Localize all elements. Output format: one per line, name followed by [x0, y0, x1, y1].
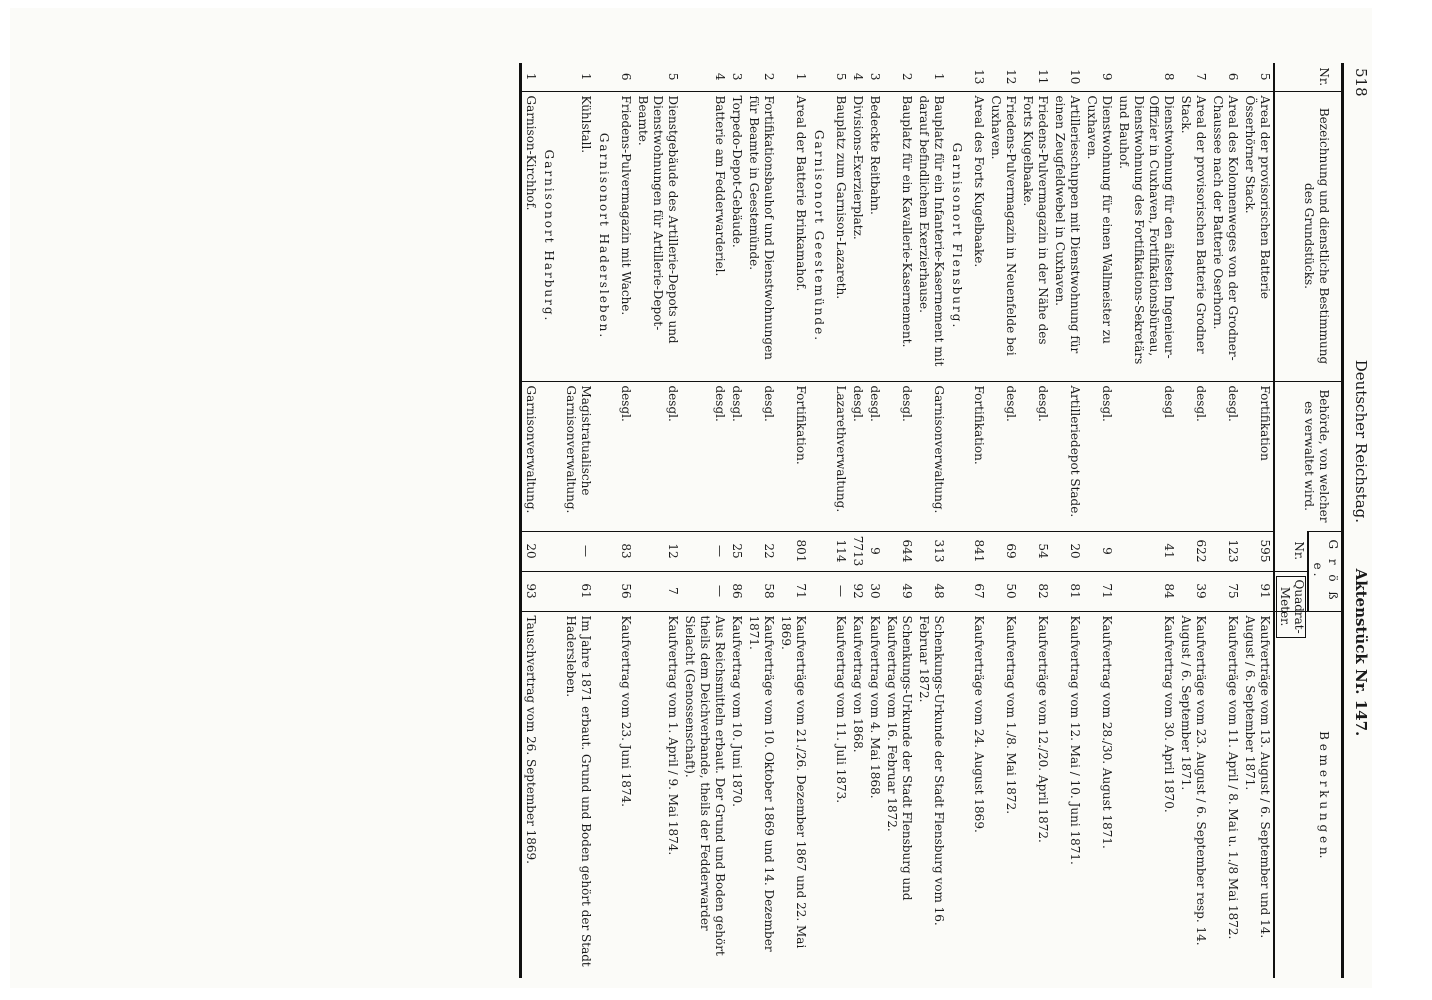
section-nr-cell [809, 63, 832, 91]
cell-remarks: Im Jahre 1871 erbaut. Grund und Boden gehört der Stadt Hadersleben. [562, 611, 594, 978]
table-row [1209, 63, 1241, 978]
cell-size-nr: 9 [866, 531, 883, 571]
cell-description: Garnison-Kirchhof. [521, 91, 540, 381]
table-row [745, 63, 777, 978]
cell-remarks: Schenkungs-Urkunde der Stadt Flensburg und Kaufvertrag vom 16. Februar 1872. [883, 611, 915, 978]
cell-remarks: Kaufvertrag vom 28./30. August 1871. [1083, 611, 1115, 978]
cell-nr: 6 [619, 72, 634, 81]
cell-remarks: Kaufverträge vom 10. Oktober 1869 und 14. Dezember 1871. [745, 611, 777, 978]
cell-size-nr: 20 [521, 531, 540, 571]
col-header-remarks: B e m e r k u n g e n. [1274, 611, 1342, 978]
table-row [562, 63, 594, 978]
section-empty-cell [539, 381, 562, 531]
cell-size-nr: 12 [634, 531, 681, 571]
cell-size-nr: 595 [1241, 531, 1274, 571]
cell-size-nr: 622 [1177, 531, 1209, 571]
table-row [832, 63, 849, 978]
table-row [777, 63, 809, 978]
running-header [1352, 308, 1370, 788]
table-row [728, 63, 745, 978]
cell-description: Kühlstall. [562, 91, 594, 381]
cell-size-qm: 81 [1051, 571, 1083, 611]
section-heading: Garnisonort Harburg. [539, 91, 562, 381]
table-row [1083, 63, 1115, 978]
cell-description: Bauplatz zum Garnison-Lazareth. [832, 91, 849, 381]
section-row [539, 63, 562, 978]
table-body [521, 63, 1275, 978]
section-nr-cell [947, 63, 970, 91]
table-row [970, 63, 987, 978]
cell-size-nr: 54 [1019, 531, 1051, 571]
document-page [10, 8, 1372, 988]
cell-description: Fortifikationsbauhof und Dienstwohnungen für Beamte in Geestemünde. [745, 91, 777, 381]
section-empty-cell [947, 611, 970, 978]
cell-description: Areal der provisorischen Batterie Grodner Stack. [1177, 91, 1209, 381]
cell-nr: 4 [713, 72, 728, 81]
section-nr-cell [594, 63, 617, 91]
cell-authority: Fortifikation. [970, 381, 987, 531]
cell-remarks: Aus Reichsmitteln erbaut. Der Grund und Boden gehört theils dem Deichverbande, theils der Fedderwarder Sielacht (Genossenschaft). [681, 611, 728, 978]
section-heading: Garnisonort Geestemünde. [809, 91, 832, 381]
cell-remarks: Kaufverträge vom 13. August / 6. September und 14. August / 6. September 1871. [1241, 611, 1274, 978]
cell-remarks: Kaufvertrag von 1868. [849, 611, 866, 978]
cell-size-nr: 22 [745, 531, 777, 571]
cell-description: Bauplatz für ein Infanterie-Kasernement mit darauf befindlichem Exerzierhause. [915, 91, 947, 381]
cell-authority: Fortifikation. [777, 381, 809, 531]
cell-nr: 1 [579, 72, 594, 81]
cell-remarks: Kaufverträge vom 21./26. Dezember 1867 und 22. Mai 1869. [777, 611, 809, 978]
cell-size-qm: 56 [617, 571, 634, 611]
table-row [883, 63, 915, 978]
table-row [1241, 63, 1274, 978]
cell-authority: desgl. [728, 381, 745, 531]
cell-size-nr: 7713 [849, 531, 866, 571]
cell-authority: desgl. [617, 381, 634, 531]
section-row [947, 63, 970, 978]
cell-description: Bauplatz für ein Kavallerie-Kasernement. [883, 91, 915, 381]
section-nr-cell [539, 63, 562, 91]
cell-description: Areal der Batterie Brinkamahof. [777, 91, 809, 381]
cell-authority: desgl [1115, 381, 1177, 531]
cell-authority: Garnisonverwaltung. [915, 381, 947, 531]
cell-size-qm: — [681, 571, 728, 611]
section-row [809, 63, 832, 978]
section-empty-cell [539, 611, 562, 978]
cell-remarks: Kaufvertrag vom 10. Juni 1870. [728, 611, 745, 978]
cell-size-nr: 69 [987, 531, 1019, 571]
cell-description: Bedeckte Reitbahn. [866, 91, 883, 381]
cell-description: Divisions-Exerzierplatz. [849, 91, 866, 381]
table-row [987, 63, 1019, 978]
cell-authority: desgl. [849, 381, 866, 531]
cell-description: Friedens-Pulvermagazin in der Nähe des Forts Kugelbaake. [1019, 91, 1051, 381]
table-row [634, 63, 681, 978]
cell-nr: 10 [1068, 69, 1083, 85]
cell-remarks: Kaufvertrag vom 11. Juli 1873. [832, 611, 849, 978]
cell-size-qm: 75 [1209, 571, 1241, 611]
table-row [681, 63, 728, 978]
cell-size-qm: 30 [866, 571, 883, 611]
cell-nr: 3 [730, 72, 745, 81]
cell-description: Artillerieschuppen mit Dienstwohnung für einen Zeugfeldwebel in Cuxhaven. [1051, 91, 1083, 381]
cell-remarks: Tauschvertrag vom 26. September 1869. [521, 611, 540, 978]
cell-authority: desgl. [1177, 381, 1209, 531]
section-empty-cell [539, 531, 562, 571]
cell-description: Batterie am Fedderwarderiel. [681, 91, 728, 381]
cell-description: Friedens-Pulvermagazin mit Wache. [617, 91, 634, 381]
cell-remarks: Kaufvertrag vom 4. Mai 1868. [866, 611, 883, 978]
cell-authority: desgl. [681, 381, 728, 531]
col-header-size: G r ö ß e. [1308, 531, 1343, 611]
table-row [1019, 63, 1051, 978]
cell-size-nr: 41 [1115, 531, 1177, 571]
cell-nr: 5 [1258, 72, 1273, 81]
cell-size-nr: 644 [883, 531, 915, 571]
cell-size-qm: 58 [745, 571, 777, 611]
section-empty-cell [947, 381, 970, 531]
col-header-authority: Behörde, von welcher es verwaltet wird. [1274, 381, 1342, 531]
cell-size-nr: 801 [777, 531, 809, 571]
cell-size-qm: 93 [521, 571, 540, 611]
section-empty-cell [809, 531, 832, 571]
cell-nr: 1 [794, 72, 809, 81]
cell-nr: 6 [1226, 72, 1241, 81]
cell-remarks: Kaufvertrag vom 1. April / 9. Mai 1874. [634, 611, 681, 978]
col-header-size-nr: Nr. [1274, 531, 1308, 571]
cell-nr: 3 [868, 72, 883, 81]
cell-nr: 12 [1004, 69, 1019, 85]
cell-description: Areal der provisorischen Batterie Össerhörner Stack. [1241, 91, 1274, 381]
cell-size-nr: 83 [617, 531, 634, 571]
section-empty-cell [809, 381, 832, 531]
journal-title: Deutscher Reichstag. [1352, 359, 1370, 524]
section-empty-cell [594, 571, 617, 611]
section-heading: Garnisonort Hadersleben. [594, 91, 617, 381]
cell-size-qm: 91 [1241, 571, 1274, 611]
cell-nr: 11 [1036, 69, 1051, 85]
cell-remarks: Kaufverträge vom 11. April / 8. Mai u. 1./8 Mai 1872. [1209, 611, 1241, 978]
cell-authority: desgl. [883, 381, 915, 531]
cell-size-qm: 48 [915, 571, 947, 611]
cell-description: Dienstgebäude des Artillerie-Depots und Dienstwohnungen für Artillerie-Depot-Beamte. [634, 91, 681, 381]
cell-authority: desgl. [866, 381, 883, 531]
cell-authority: desgl. [1019, 381, 1051, 531]
section-heading: Garnisonort Flensburg. [947, 91, 970, 381]
cell-authority: desgl. [634, 381, 681, 531]
section-empty-cell [809, 611, 832, 978]
cell-size-qm: 39 [1177, 571, 1209, 611]
cell-size-qm: 7 [634, 571, 681, 611]
cell-remarks: Kaufverträge vom 23. August / 6. September resp. 14. August / 6. September 1871. [1177, 611, 1209, 978]
cell-size-qm: 82 [1019, 571, 1051, 611]
cell-authority: desgl. [1209, 381, 1241, 531]
cell-authority: Magistratualische Garnisonverwaltung. [562, 381, 594, 531]
cell-remarks: Kaufvertrag vom 30. April 1870. [1115, 611, 1177, 978]
cell-authority: Artilleriedepot Stade. [1051, 381, 1083, 531]
cell-remarks: Kaufvertrag vom 12. Mai / 10. Juni 1871. [1051, 611, 1083, 978]
cell-authority: Fortifikation [1241, 381, 1274, 531]
cell-nr: 1 [932, 72, 947, 81]
section-empty-cell [947, 571, 970, 611]
col-header-nr: Nr. [1274, 63, 1342, 91]
cell-description: Friedens-Pulvermagazin in Neuenfelde bei Cuxhaven. [987, 91, 1019, 381]
cell-size-nr: 20 [1051, 531, 1083, 571]
cell-size-qm: 50 [987, 571, 1019, 611]
section-empty-cell [539, 571, 562, 611]
cell-size-qm: 67 [970, 571, 987, 611]
section-empty-cell [594, 381, 617, 531]
cell-size-qm: 61 [562, 571, 594, 611]
cell-size-qm: 92 [849, 571, 866, 611]
cell-nr: 5 [666, 72, 681, 81]
cell-size-qm: — [832, 571, 849, 611]
cell-nr: 13 [972, 69, 987, 85]
section-empty-cell [809, 571, 832, 611]
cell-size-nr: — [562, 531, 594, 571]
cell-description: Areal des Forts Kugelbaake. [970, 91, 987, 381]
document-title: Aktenstück Nr. 147. [1352, 568, 1370, 737]
cell-nr: 2 [900, 72, 915, 81]
cell-remarks: Kaufverträge vom 24. August 1869. [970, 611, 987, 978]
cell-size-nr: 25 [728, 531, 745, 571]
col-header-description: Bezeichnung und dienstliche Bestimmung des Grundstücks. [1274, 91, 1342, 381]
page-number: 518 [1352, 68, 1370, 97]
cell-size-nr: 313 [915, 531, 947, 571]
cell-size-qm: 71 [777, 571, 809, 611]
cell-description: Torpedo-Depot-Gebäude. [728, 91, 745, 381]
table-row [1051, 63, 1083, 978]
col-header-size-qm: Quadrat-Meter. [1274, 571, 1308, 611]
cell-nr: 9 [1100, 72, 1115, 81]
property-table [519, 63, 1344, 978]
cell-authority: Garnisonverwaltung. [521, 381, 540, 531]
cell-size-nr: 841 [970, 531, 987, 571]
cell-description: Dienstwohnung für einen Wallmeister zu Cuxhaven. [1083, 91, 1115, 381]
table-row [1177, 63, 1209, 978]
cell-size-qm: 71 [1083, 571, 1115, 611]
section-empty-cell [594, 611, 617, 978]
section-row [594, 63, 617, 978]
section-empty-cell [947, 531, 970, 571]
cell-nr: 2 [762, 72, 777, 81]
table-row [521, 63, 540, 978]
cell-nr: 1 [524, 72, 539, 81]
cell-remarks: Kaufvertrag vom 1./8. Mai 1872. [987, 611, 1019, 978]
cell-size-qm: 84 [1115, 571, 1177, 611]
table-row [866, 63, 883, 978]
cell-size-nr: 114 [832, 531, 849, 571]
cell-size-nr: — [681, 531, 728, 571]
table-row [849, 63, 866, 978]
section-empty-cell [594, 531, 617, 571]
cell-authority: desgl. [987, 381, 1019, 531]
cell-size-nr: 9 [1083, 531, 1115, 571]
cell-remarks: Kaufvertrag vom 23. Juni 1874. [617, 611, 634, 978]
cell-nr: 4 [851, 72, 866, 81]
cell-description: Areal des Kolonnenweges von der Grodner-Chaussee nach der Batterie Oserhorn. [1209, 91, 1241, 381]
cell-description: Dienstwohnung für den ältesten Ingenieur-Offizier in Cuxhaven, Fortifikationsbüreau, Dienstwohnung des Fortifikations-Sekretärs und Bauhof. [1115, 91, 1177, 381]
table-row [617, 63, 634, 978]
cell-size-qm: 86 [728, 571, 745, 611]
cell-nr: 5 [834, 72, 849, 81]
cell-authority: desgl. [745, 381, 777, 531]
cell-remarks: Schenkungs-Urkunde der Stadt Flensburg vom 16. Februar 1872. [915, 611, 947, 978]
cell-remarks: Kaufverträge vom 12./20. April 1872. [1019, 611, 1051, 978]
cell-size-nr: 123 [1209, 531, 1241, 571]
cell-authority: desgl. [1083, 381, 1115, 531]
cell-authority: Lazarethverwaltung. [832, 381, 849, 531]
table-row [1115, 63, 1177, 978]
cell-nr: 7 [1194, 72, 1209, 81]
cell-nr: 8 [1162, 72, 1177, 81]
table-row [915, 63, 947, 978]
cell-size-qm: 49 [883, 571, 915, 611]
